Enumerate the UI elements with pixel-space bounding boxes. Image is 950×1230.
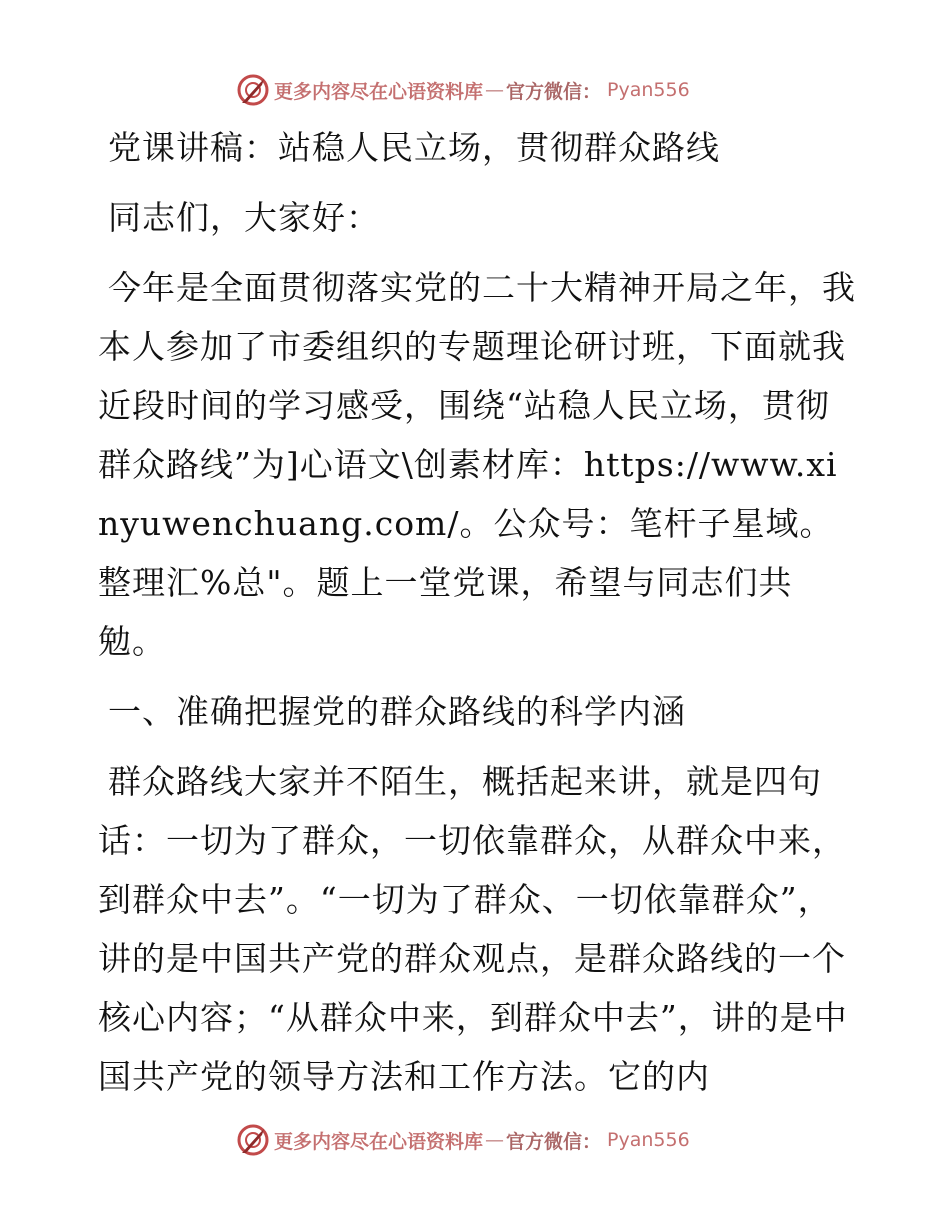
watermark-wechat-id: Pyan556 [607, 1129, 690, 1151]
watermark-official-label: 官方微信： [506, 1130, 602, 1153]
watermark-dash: — [485, 79, 505, 101]
watermark-site-text: 更多内容尽在心语资料库 [274, 80, 484, 103]
section-heading: 一、准确把握党的群众路线的科学内涵 [108, 692, 686, 731]
intro-paragraph: 今年是全面贯彻落实党的二十大精神开局之年，我本人参加了市委组织的专题理论研讨班，下面就我近段时间的学习感受，围绕“站稳人民立场，贯彻群众路线”为]心语文\创素材库：https://www.xinyuwenchuang.com/。公众号：笔杆子星域。整理汇%总"。题上一堂党课，希望与同志们共勉。 [98, 268, 856, 661]
watermark-site-text: 更多内容尽在心语资料库 [274, 1130, 484, 1153]
quill-logo-icon [236, 1123, 270, 1157]
quill-logo-icon [236, 73, 270, 107]
header-watermark [236, 72, 716, 108]
watermark-wechat-id: Pyan556 [607, 79, 690, 101]
watermark-dash: — [485, 1129, 505, 1151]
document-body [98, 118, 858, 1117]
watermark-official-label: 官方微信： [506, 80, 602, 103]
footer-watermark [236, 1122, 716, 1158]
greeting: 同志们，大家好： [108, 198, 380, 237]
document-title: 党课讲稿：站稳人民立场，贯彻群众路线 [108, 128, 720, 167]
section-paragraph: 群众路线大家并不陌生，概括起来讲，就是四句话：一切为了群众，一切依靠群众，从群众中来，到群众中去”。“一切为了群众、一切依靠群众”，讲的是中国共产党的群众观点，是群众路线的一个核心内容；“从群众中来，到群众中去”，讲的是中国共产党的领导方法和工作方法。它的内 [98, 762, 848, 1096]
